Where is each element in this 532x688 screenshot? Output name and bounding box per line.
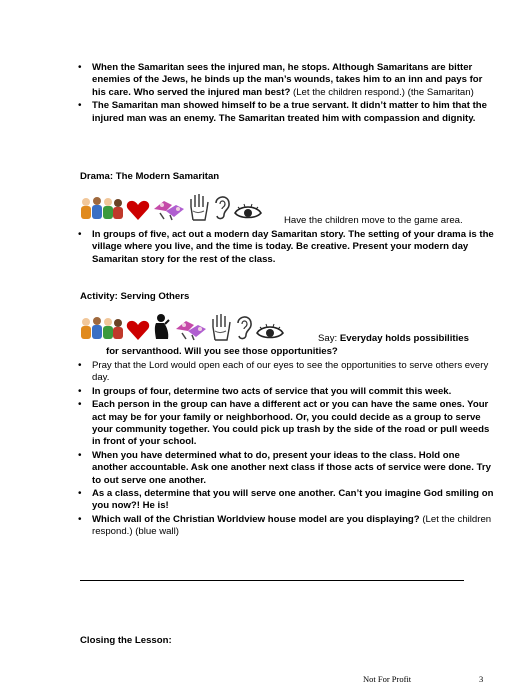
closing-heading: Closing the Lesson: bbox=[80, 635, 172, 646]
list-item bbox=[92, 386, 496, 398]
ear-icon bbox=[212, 193, 232, 226]
say-label: Say: bbox=[318, 333, 340, 344]
bullet-bold-text: The Samaritan man showed himself to be a true servant. It didn’t matter to him that the injured man was an enemy. The Samaritan treated him with compassion and dignity. bbox=[92, 100, 488, 124]
heart-icon bbox=[126, 319, 150, 346]
group-of-children-icon bbox=[80, 315, 124, 346]
activity-icon-row bbox=[80, 316, 286, 346]
footer-note: Not For Profit bbox=[363, 674, 412, 684]
heart-icon bbox=[126, 199, 150, 226]
list-item bbox=[92, 100, 496, 125]
list-item bbox=[92, 450, 496, 487]
list-item bbox=[92, 399, 496, 449]
bullet-bold-text: In groups of four, determine two acts of service that you will commit this week. bbox=[92, 385, 452, 397]
drama-bullet-list bbox=[92, 229, 496, 267]
ear-icon bbox=[234, 313, 254, 346]
helping-hands-icon bbox=[174, 315, 208, 346]
activity-say-continued: for servanthood. Will you see those opportunities? bbox=[106, 346, 338, 357]
activity-say-line bbox=[318, 333, 469, 345]
say-text: Everyday holds possibilities bbox=[339, 333, 469, 344]
helping-hands-icon bbox=[152, 195, 186, 226]
bullet-bold-text: Which wall of the Christian Worldview house model are you displaying? bbox=[92, 513, 420, 525]
samaritan-bullet-list bbox=[92, 62, 496, 126]
bullet-bold-text: In groups of five, act out a modern day Samaritan story. The setting of your drama is the village where you live, and the time is today. Be creative. Present your modern day Samaritan story for the rest of the class. bbox=[92, 229, 494, 265]
activity-bullet-list bbox=[92, 360, 496, 540]
bullet-bold-text: When the Samaritan sees the injured man, he stops. Although Samaritans are bitter enemies of the Jews, he binds up the man’s wounds, takes him to an inn and pays for his care. Who served the injured man best? bbox=[92, 62, 483, 98]
hand-icon bbox=[210, 313, 232, 346]
bullet-normal-text: (Let the children respond.) (the Samaritan) bbox=[290, 86, 474, 98]
group-of-children-icon bbox=[80, 195, 124, 226]
bullet-bold-text: Each person in the group can have a different act or you can have the same ones. Your act may be for your family or neighborhood. Or, you could decide as a group to serve your community together. You could pick up trash by the side of the road or pull weeds in front of your school. bbox=[92, 399, 490, 448]
praying-child-icon bbox=[152, 313, 172, 346]
page-number: 3 bbox=[479, 674, 484, 684]
list-item bbox=[92, 229, 496, 266]
bullet-normal-text: (Let the children respond.) (blue wall) bbox=[92, 513, 492, 538]
drama-icon-row bbox=[80, 196, 264, 226]
list-item bbox=[92, 62, 496, 99]
list-item bbox=[92, 360, 496, 385]
eye-icon bbox=[234, 203, 262, 226]
bullet-normal-text: Pray that the Lord would open each of our eyes to see the opportunities to serve others every day. bbox=[92, 360, 489, 384]
bullet-bold-text: As a class, determine that you will serve one another. Can’t you imagine God smiling on you now?! He is! bbox=[92, 488, 494, 512]
drama-heading: Drama: The Modern Samaritan bbox=[80, 171, 220, 182]
activity-heading: Activity: Serving Others bbox=[80, 291, 190, 302]
hand-icon bbox=[188, 193, 210, 226]
eye-icon bbox=[256, 323, 284, 346]
horizontal-divider bbox=[80, 580, 464, 581]
bullet-bold-text: When you have determined what to do, present your ideas to the class. Hold one another accountable. Ask one another next class if those acts of service were done. Try to out serve one another. bbox=[92, 449, 491, 486]
drama-instruction: Have the children move to the game area. bbox=[284, 215, 463, 226]
list-item bbox=[92, 488, 496, 513]
list-item bbox=[92, 514, 496, 539]
